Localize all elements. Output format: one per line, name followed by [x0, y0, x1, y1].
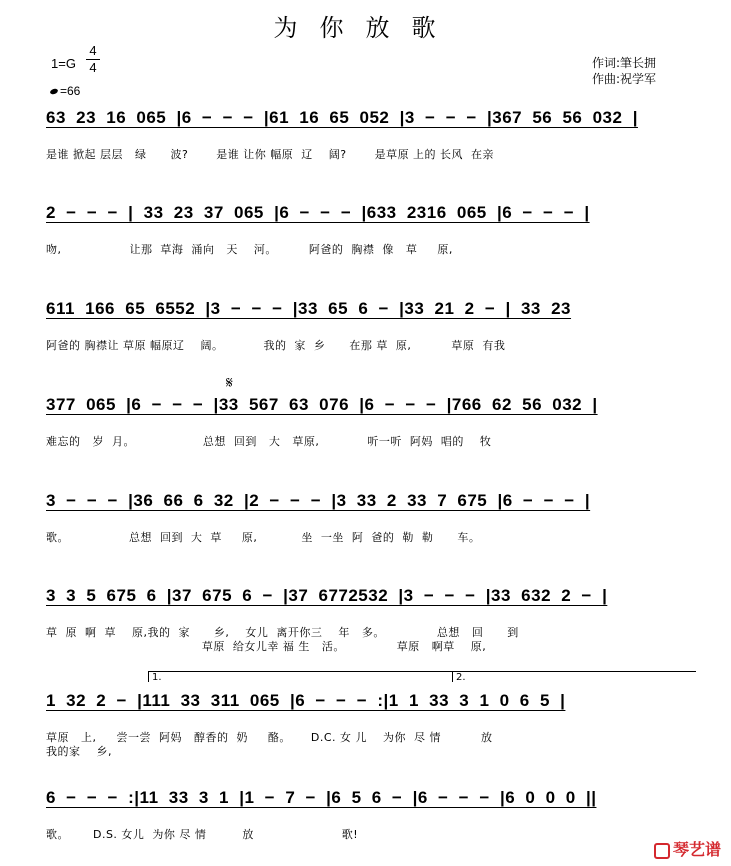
lyrics: 吻, 让那 草海 涌向 天 河。 阿爸的 胸襟 像 草 原,	[46, 243, 453, 256]
notation: 3 − − − |36 66 6 32 |2 − − − |3 33 2 33 7 675 |6 − − − |	[46, 491, 591, 510]
lyrics: 难忘的 岁 月。 总想 回到 大 草原, 听一听 阿妈 唱的 牧	[46, 435, 492, 448]
watermark-text: 琴艺谱	[672, 840, 721, 859]
logo-icon	[654, 843, 670, 859]
score-line-3	[0, 299, 731, 359]
segno-icon: 𝄋	[226, 373, 233, 392]
time-signature	[86, 44, 100, 75]
score-line-4	[0, 373, 731, 455]
time-sig-top: 4	[89, 43, 97, 58]
notation: 1 32 2 − |111 33 311 065 |6 − − − :|1 1 33 3 1 0 6 5 |	[46, 691, 566, 710]
lyrics: 歌。 D.S. 女儿 为你 尽 情 放 歌!	[46, 828, 359, 841]
notation: 611 166 65 6552 |3 − − − |33 65 6 − |33 21 2 − | 33 23	[46, 299, 572, 318]
lyrics: 草 原 啊 草 原,我的 家 乡, 女儿 离开你三 年 多。 总想 回 到	[46, 626, 519, 639]
lyrics: 是谁 掀起 层层 绿 波? 是谁 让你 幅原 辽 阔? 是草原 上的 长风 在亲	[46, 148, 495, 161]
notation: 2 − − − | 33 23 37 065 |6 − − − |633 2316 065 |6 − − − |	[46, 203, 590, 222]
tempo-mark	[50, 84, 80, 98]
score-line-7	[0, 672, 731, 758]
notation: 63 23 16 065 |6 − − − |61 16 65 052 |3 − − − |367 56 56 032 |	[46, 108, 638, 127]
tempo-value: =66	[60, 84, 81, 98]
notation: 3 3 5 675 6 |37 675 6 − |37 6772532 |3 − − − |33 632 2 − |	[46, 586, 608, 605]
score-line-6	[0, 586, 731, 653]
key-signature: 1=G	[51, 56, 76, 71]
score-line-8	[0, 788, 731, 848]
quarter-note-icon	[49, 88, 58, 95]
score-line-5	[0, 491, 731, 551]
lyrics: 阿爸的 胸襟让 草原 幅原辽 阔。 我的 家 乡 在那 草 原, 草原 有我	[46, 339, 506, 352]
time-sig-bottom: 4	[89, 60, 97, 75]
composer: 作曲:祝学军	[592, 72, 657, 86]
lyricist: 作词:筆长拥	[592, 56, 657, 70]
lyrics-verse-2: 我的家 乡,	[46, 745, 112, 758]
notation: 6 − − − :|11 33 3 1 |1 − 7 − |6 5 6 − |6 − − − |6 0 0 0 ||	[46, 788, 597, 807]
lyrics: 草原 上, 尝一尝 阿妈 醇香的 奶 酪。 D.C. 女 儿 为你 尽 情 放	[46, 731, 493, 744]
watermark-logo	[654, 837, 721, 860]
lyrics-verse-2: 草原 给女儿幸 福 生 活。 草原 啊草 原,	[46, 640, 487, 653]
song-title: 为你放歌	[273, 14, 458, 42]
lyrics: 歌。 总想 回到 大 草 原, 坐 一坐 阿 爸的 勒 勒 车。	[46, 531, 481, 544]
score-line-2	[0, 203, 731, 263]
score-line-1	[0, 108, 731, 168]
volta-2: 2.	[452, 671, 696, 682]
volta-1: 1.	[148, 671, 452, 682]
notation: 377 065 |6 − − − |33 567 63 076 |6 − − − |766 62 56 032 |	[46, 395, 598, 414]
